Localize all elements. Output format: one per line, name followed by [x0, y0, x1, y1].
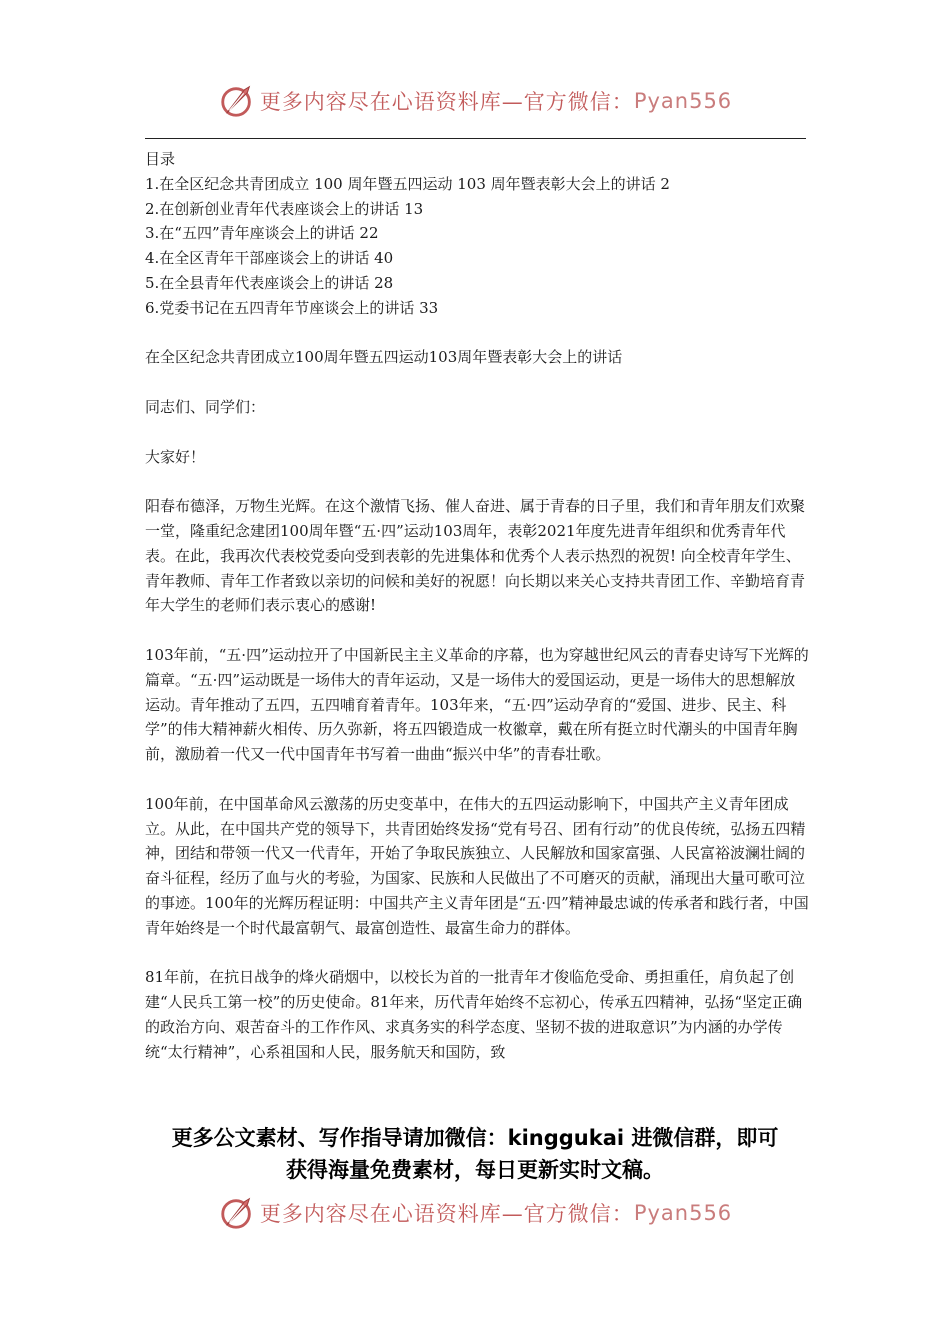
speech-title: 在全区纪念共青团成立100周年暨五四运动103周年暨表彰大会上的讲话 [145, 348, 623, 367]
header-divider [145, 138, 806, 139]
speech-paragraph: 阳春布德泽，万物生光辉。在这个激情飞扬、催人奋进、属于青春的日子里，我们和青年朋友们欢聚一堂，隆重纪念建团100周年暨“五·四”运动103周年，表彰2021年度先进青年组织和优秀青年代表。在此，我再次代表校党委向受到表彰的先进集体和优秀个人表示热烈的祝贺! 向全校青年学生、青年教师、青年工作者致以亲切的问候和美好的祝愿！向长期以来关心支持共青团工作、辛勤培育青年大学生的老师们表示衷心的感谢! [145, 497, 806, 615]
footer-banner-contact: Pyan556 [633, 1201, 733, 1225]
quill-pen-logo-icon [218, 1194, 256, 1232]
toc-item-4[interactable]: 4.在全区青年干部座谈会上的讲话 40 [145, 249, 394, 268]
promo-line-2: 获得海量免费素材，每日更新实时文稿。 [286, 1158, 664, 1182]
promo-note [0, 1122, 950, 1186]
footer-banner-text: 更多内容尽在心语资料库—官方微信： [259, 1202, 634, 1226]
speech-paragraph: 103年前，“五·四”运动拉开了中国新民主主义革命的序幕，也为穿越世纪风云的青春史诗写下光辉的篇章。“五·四”运动既是一场伟大的青年运动，又是一场伟大的爱国运动，更是一场伟大的思想解放运动。青年推动了五四，五四哺育着青年。103年来，“五·四”运动孕育的“爱国、进步、民主、科学”的伟大精神薪火相传、历久弥新，将五四锻造成一枚徽章，戴在所有挺立时代潮头的中国青年胸前，激励着一代又一代中国青年书写着一曲曲“振兴中华”的青春壮歌。 [145, 645, 809, 764]
toc-item-6[interactable]: 6.党委书记在五四青年节座谈会上的讲话 33 [145, 298, 439, 317]
toc-item-5[interactable]: 5.在全县青年代表座谈会上的讲话 28 [145, 273, 394, 292]
header-banner [0, 78, 950, 124]
header-banner-contact: Pyan556 [633, 89, 733, 113]
toc-item-2[interactable]: 2.在创新创业青年代表座谈会上的讲话 13 [145, 199, 424, 218]
footer-banner [0, 1190, 950, 1236]
quill-pen-logo-icon [218, 82, 256, 120]
promo-line-1: 更多公文素材、写作指导请加微信：kinggukai 进微信群，即可 [171, 1126, 779, 1150]
toc-item-3[interactable]: 3.在“五四”青年座谈会上的讲话 22 [145, 224, 379, 243]
speech-paragraph: 81年前，在抗日战争的烽火硝烟中，以校长为首的一批青年才俊临危受命、勇担重任，肩负起了创建“人民兵工第一校”的历史使命。81年来，历代青年始终不忘初心，传承五四精神，弘扬“坚定正确的政治方向、艰苦奋斗的工作作风、求真务实的科学态度、坚韧不拔的进取意识”为内涵的办学传统“太行精神”，心系祖国和人民，服务航天和国防，致 [145, 968, 803, 1061]
toc-item-1[interactable]: 1.在全区纪念共青团成立 100 周年暨五四运动 103 周年暨表彰大会上的讲话 2 [145, 174, 670, 193]
toc-title: 目录 [145, 150, 176, 168]
speech-paragraph: 100年前，在中国革命风云激荡的历史变革中，在伟大的五四运动影响下，中国共产主义青年团成立。从此，在中国共产党的领导下，共青团始终发扬“党有号召、团有行动”的优良传统，弘扬五四精神，团结和带领一代又一代青年，开始了争取民族独立、人民解放和国家富强、人民富裕波澜壮阔的奋斗征程，经历了血与火的考验，为国家、民族和人民做出了不可磨灭的贡献，涌现出大量可歌可泣的事迹。100年的光辉历程证明：中国共产主义青年团是“五·四”精神最忠诚的传承者和践行者，中国青年始终是一个时代最富朝气、最富创造性、最富生命力的群体。 [145, 794, 809, 937]
document-body [145, 147, 810, 1064]
greeting: 大家好！ [145, 447, 206, 466]
salutation: 同志们、同学们： [145, 397, 266, 416]
header-banner-text: 更多内容尽在心语资料库—官方微信： [259, 90, 634, 114]
